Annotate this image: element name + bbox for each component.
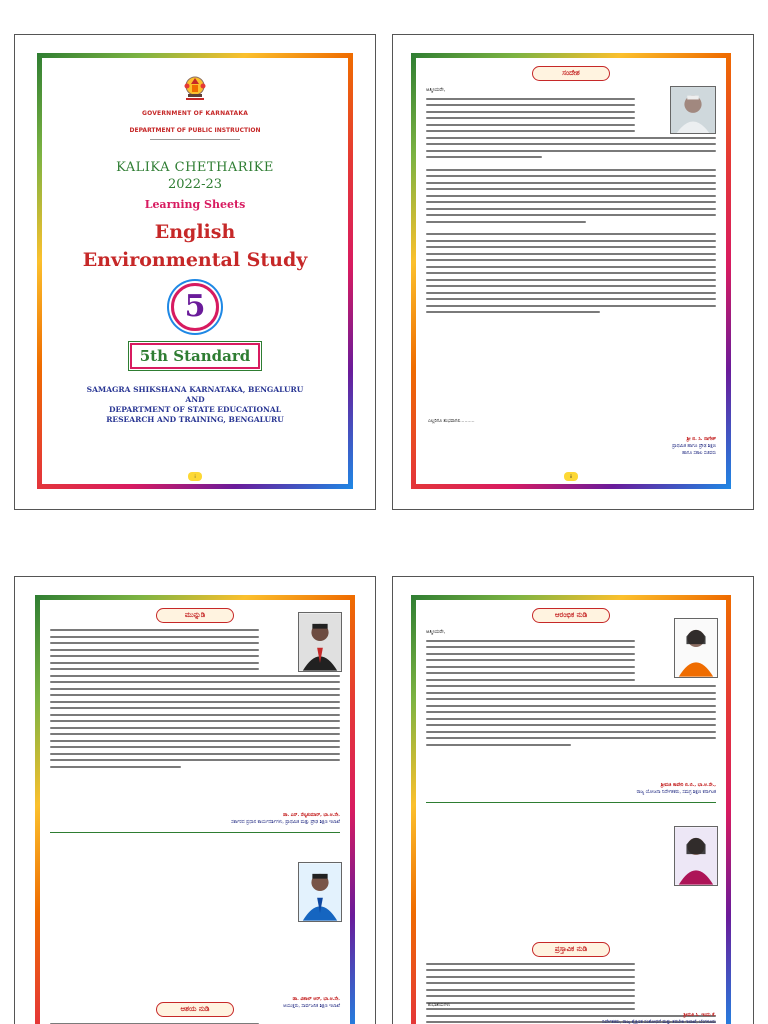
subject-evs: Environmental Study [82,249,308,271]
department-title: DEPARTMENT OF PUBLIC INSTRUCTION [129,127,261,134]
preface-banner: ಮುನ್ನುಡಿ [156,608,234,623]
standard-label: 5th Standard [130,343,260,369]
signer-1-title: ಸರ್ಕಾರದ ಪ್ರಧಾನ ಕಾರ್ಯದರ್ಶಿಗಳು, ಪ್ರಾಥಮಿಕ ಮತ್ತು ಪ್ರೌಢ ಶಿಕ್ಷಣ ಇಲಾಖೆ [231,820,340,825]
secretary-photo [298,612,342,672]
signer-1-title: ರಾಜ್ಯ ಯೋಜನಾ ನಿರ್ದೇಶಕರು, ಸಮಗ್ರ ಶಿಕ್ಷಣ ಕರ್ನಾಟಕ [636,790,716,795]
publisher-line-1: SAMAGRA SHIKSHANA KARNATAKA, BENGALURU [86,385,304,394]
publisher-line-3: DEPARTMENT OF STATE EDUCATIONAL [109,405,281,414]
intro-banner: ಆರಂಭಿಕ ನುಡಿ [532,608,610,623]
signer-2-name: ಶ್ರೀಮತಿ ಸಿ. ಇಂದು ಕೆ. [683,1013,716,1018]
director-photo [674,618,718,678]
sheet-type: Learning Sheets [144,198,246,211]
secretary-signature [231,812,340,826]
cover-rainbow-border [37,53,353,489]
signer-2-title: ಆಯುಕ್ತರು, ಸಾರ್ವಜನಿಕ ಶಿಕ್ಷಣ ಇಲಾಖೆ [283,1004,340,1009]
commissioner-photo [298,862,342,922]
subject-english: English [154,221,236,243]
section-divider [50,832,340,833]
cover-page [14,34,376,510]
page-number: ii [564,472,578,481]
signer-name: ಶ್ರೀ ಬಿ. ಸಿ. ನಾಗೇಶ್ [686,437,716,442]
signer-1-name: ಡಾ. ಎಸ್. ಸೆಲ್ವಕುಮಾರ್, ಭಾ.ಆ.ಸೇ. [283,813,340,818]
message-rainbow-border [411,53,731,489]
preface-page [14,576,376,1024]
program-title: KALIKA CHETHARIKE [116,160,274,175]
intro-rainbow-border [411,595,731,1024]
message-content [416,58,726,484]
dsert-director-signature [602,1012,716,1024]
cover-divider [150,139,240,140]
signer-title-1: ಪ್ರಾಥಮಿಕ ಹಾಗೂ ಪ್ರೌಢ ಶಿಕ್ಷಣ [672,444,716,449]
director-signature [637,782,716,796]
prasthavika-closing: ಶುಭಾಶಯಗಳು [428,1003,451,1008]
commissioner-signature [283,996,340,1010]
intro-greeting: ಆತ್ಮೀಯರೇ, [426,629,446,635]
message-page [392,34,754,510]
preface-content [40,600,350,1024]
government-title: GOVERNMENT OF KARNATAKA [141,110,249,117]
karnataka-emblem-icon [182,72,208,102]
academic-year: 2022-23 [167,177,223,192]
intro-page [392,576,754,1024]
signer-1-name: ಶ್ರೀಮತಿ ಕಾವೇರಿ ಬಿ.ಬಿ., ಭಾ.ಆ.ಸೇ., [660,783,716,788]
signer-2-name: ಡಾ. ವಿಶಾಲ್ ಆರ್, ಭಾ.ಆ.ಸೇ. [292,997,340,1002]
minister-photo [670,86,716,134]
signer-2-title: ನಿರ್ದೇಶಕರು, ರಾಜ್ಯ ಶೈಕ್ಷಣಿಕ ಸಂಶೋಧನೆ ಮತ್ತು ತರಬೇತಿ ಇಲಾಖೆ, ಬೆಂಗಳೂರು [602,1020,716,1024]
publisher-line-2: AND [185,395,205,404]
intro-content [416,600,726,1024]
prasthavika-banner: ಪ್ರಸ್ತಾವಿಕ ನುಡಿ [532,942,610,957]
message-closing: ಎಲ್ಲರಿಗೂ ಶುಭವಾಗಲಿ.......... [428,419,475,424]
message-banner: ಸಂದೇಶ [532,66,610,81]
grade-badge: 5 [171,283,219,331]
page-number: i [188,472,202,481]
publisher-line-4: RESEARCH AND TRAINING, BENGALURU [106,415,284,424]
dsert-director-photo [674,826,718,886]
section-divider [426,802,716,803]
signer-title-2: ಹಾಗೂ ಸಕಾಲ ಸಚಿವರು [682,451,716,456]
cover-content [42,58,348,484]
minister-signature [672,436,716,457]
publisher-block [42,385,348,425]
message-greeting: ಆತ್ಮೀಯರೇ, [426,87,446,93]
preface-rainbow-border [35,595,355,1024]
ashaya-banner: ಆಶಯ ನುಡಿ [156,1002,234,1017]
